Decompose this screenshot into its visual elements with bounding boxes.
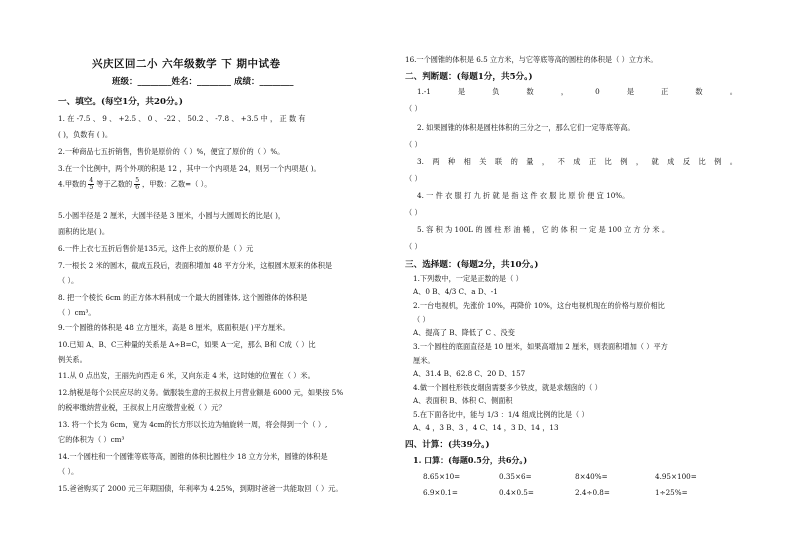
question-16: 16.一个圆锥的体积是 6.5 立方米，与它等底等高的圆柱的体积是（ ）立方米。: [405, 55, 658, 64]
word: 的: [510, 157, 518, 166]
section-calculation-heading: 四、计算：(共39分。): [405, 440, 490, 450]
question-6: 6.一件上衣七五折后售价是135元，这件上衣的原价是（ ）元: [58, 244, 254, 253]
choice-2-line-2: （ ）: [413, 315, 430, 324]
calc-item: 8.65×10=: [423, 472, 461, 481]
question-10-line-2: 例关系。: [58, 355, 87, 364]
word: 正: [661, 87, 669, 96]
choice-4: 4.做一个圆柱形铁皮烟囱需要多少铁皮，就是求烟囱的（ ）: [413, 383, 602, 392]
word: 两: [432, 157, 440, 166]
question-13-line-2: 它的体积为（ ）cm³: [58, 435, 125, 444]
question-3: 3.在一个比例中，两个外项的积是 12 ，其中一个内项是 24，则另一个内项是( )。: [58, 164, 321, 173]
judgement-1-answer-blank[interactable]: （ ）: [405, 104, 422, 113]
choice-3-line-2: 厘米。: [413, 356, 435, 365]
choice-3-line-1: 3.一个圆柱的底面直径是 10 厘米，如果高增加 2 厘米，则表面积增加（ ）平方: [413, 342, 668, 351]
word: 种: [447, 157, 456, 166]
choice-2-options: A、提高了 B、降低了 C 、没变: [413, 328, 515, 337]
judgement-5-answer-blank[interactable]: （ ）: [405, 242, 422, 251]
judgement-4: 4. 一 件 衣 服 打 九 折 就 是 指 这 件 衣 服 比 原 价 便 宜 10%。: [417, 191, 630, 200]
word: 0: [595, 87, 600, 96]
judgement-4-answer-blank[interactable]: （ ）: [405, 208, 422, 217]
calc-item: 4.95×100=: [655, 472, 697, 481]
choice-1-options: A、0 B、4/3 C、a D、-1: [413, 287, 498, 296]
word: 就: [651, 157, 659, 166]
question-13-line-1: 13. 将一个长为 6cm，宽为 4cm的长方形以长边为轴旋转一周，将会得到一个（ ）,: [58, 420, 328, 429]
question-8-line-2: （ ）cm³。: [58, 308, 96, 317]
calc-item: 0.35×6=: [499, 472, 532, 481]
word: 量: [526, 157, 534, 166]
question-14-line-2: （ ）。: [58, 467, 79, 476]
word: 。: [729, 87, 737, 96]
question-9: 9.一个圆锥的体积是 48 立方厘米，高是 8 厘米，底面积是( )平方厘米。: [58, 323, 290, 332]
word: 不: [557, 157, 565, 166]
word: 3.: [417, 157, 424, 166]
calc-item: 6.9×0.1=: [423, 488, 458, 497]
word: 成: [573, 157, 581, 166]
question-12-line-1: 12.纳税是每个公民应尽的义务。做服装生意的王叔叔上月营业额是 6000 元，如果按 5%: [58, 388, 344, 397]
word: 数: [526, 87, 534, 96]
question-11: 11.从 0 点出发，王丽先向西走 6 米，又向东走 4 米，这时她的位置在（ ）米。: [58, 371, 315, 380]
section-fill-blank-heading: 一、填空。(每空1分，共20分。): [58, 97, 183, 107]
judgement-2-answer-blank[interactable]: （ ）: [405, 140, 422, 149]
question-4-middle: 等于乙数的: [96, 179, 133, 189]
word: 相: [463, 157, 471, 166]
fraction-numerator: 4: [89, 177, 94, 184]
question-7-line-1: 7.一根长 2 米的圆木，截成五段后，表面积增加 48 平方分米，这根圆木原来的体积是: [58, 261, 333, 270]
question-10-line-1: 10.已知 A、B、C三种量的关系是 A÷B=C，如果 A一定，那么 B和 C成（ ）比: [58, 340, 316, 349]
mental-math-heading: 1. 口算：(每题0.5分，共6分。): [413, 455, 528, 465]
question-7-line-2: （ ）。: [58, 276, 79, 285]
word: 数: [695, 87, 703, 96]
choice-5-options: A、4 ，3 B、3 ，4 C、14 ，3 D、14 ，13: [413, 423, 559, 432]
question-1-line-2: ( )，负数有 ( )。: [58, 130, 113, 139]
fraction-four-fifths: [88, 178, 94, 191]
fraction-denominator: 5: [89, 184, 94, 191]
judgement-5: 5. 容 积 为 100L 的 圆 柱 形 油 桶 ， 它 的 体 积 一 定 是 100 立 方 分 米 。: [417, 225, 670, 234]
word: 是: [626, 87, 635, 96]
judgement-3-answer-blank[interactable]: （ ）: [405, 174, 422, 183]
calc-item: 2.4÷0.8=: [575, 488, 610, 497]
question-14-line-1: 14.一个圆柱和一个圆锥等底等高，圆锥的体积比圆柱少 18 立方分米，圆锥的体积是: [58, 452, 328, 461]
choice-5: 5.在下面各比中，能与 1/3 ：1/4 组成比例的比是（ ）: [413, 410, 589, 419]
fraction-five-sixths: [134, 178, 140, 191]
word: 例: [714, 157, 722, 166]
calc-item: 1÷25%=: [655, 488, 688, 497]
choice-2-line-1: 2.一台电视机，先涨价 10%，再降价 10%，这台电视机现在的价格与原价相比: [413, 301, 665, 310]
choice-3-options: A、31.4 B、62.8 C、20 D、157: [413, 369, 526, 378]
judgement-2: 2. 如果圆锥的体积是圆柱体积的三分之一，那么它们一定等底等高。: [417, 123, 635, 132]
section-judgement-heading: 二、判断题：(每题1分，共5分。): [405, 72, 533, 82]
word: ，: [560, 87, 569, 96]
question-4-suffix: ，甲数：乙数=（ ）。: [142, 179, 212, 189]
exam-title: 兴庆区回二小 六年级数学 下 期中试卷: [92, 58, 281, 70]
section-choice-heading: 三、选择题：(每题2分，共10分。): [405, 260, 539, 270]
calc-item: 0.4×0.5=: [499, 488, 534, 497]
question-8-line-1: 8. 把一个棱长 6cm 的正方体木料削成一个最大的圆锥体, 这个圆锥体的体积是: [58, 293, 308, 302]
question-4-prefix: 4.甲数的: [58, 179, 87, 189]
question-4: [58, 178, 211, 191]
word: 是: [457, 87, 466, 96]
word: 1.-1: [417, 87, 431, 96]
judgement-3: [417, 158, 737, 167]
word: 。: [729, 157, 737, 166]
mental-math-row-2: [423, 489, 735, 498]
question-2: 2.一种商品七五折销售，售价是原价的（ ）%，便宜了原价的（ ）%。: [58, 147, 285, 156]
calc-item: 8×40%=: [575, 472, 608, 481]
question-15: 15.爸爸购买了 2000 元三年期国债，年利率为 4.25%，到期时爸爸一共能取回（ ）元。: [58, 484, 343, 493]
word: 关: [479, 157, 487, 166]
word: 反: [682, 157, 691, 166]
choice-4-options: A、表面积 B、体积 C、侧面积: [413, 396, 513, 405]
question-1-line-1: 1. 在 -7.5 、 9 、 +2.5 、 0 、 -22 、 50.2 、 -7.8 、 +3.5 中 ， 正 数 有: [58, 114, 306, 123]
mental-math-row-1: [423, 473, 735, 482]
choice-1: 1.下列数中，一定是正数的是（ ）: [413, 274, 523, 283]
word: 负: [492, 87, 500, 96]
word: 成: [667, 157, 675, 166]
word: 正: [588, 157, 597, 166]
word: ，: [635, 157, 644, 166]
question-12-line-2: 的税率缴纳营业税，王叔叔上月应缴营业税（ ）元？: [58, 403, 226, 412]
student-info-line: 班级：________姓名：________ 成绩：________: [112, 77, 294, 87]
word: 比: [698, 157, 706, 166]
judgement-1: [417, 88, 737, 97]
word: 比: [604, 157, 612, 166]
fraction-numerator: 5: [135, 177, 140, 184]
question-5-line-2: 面积的比是( )。: [58, 227, 110, 236]
word: ，: [541, 157, 550, 166]
word: 例: [620, 157, 628, 166]
question-5-line-1: 5.小圆半径是 2 厘米，大圆半径是 3 厘米，小圆与大圆周长的比是( )，: [58, 211, 286, 220]
fraction-denominator: 6: [135, 184, 140, 191]
word: 联: [494, 157, 503, 166]
